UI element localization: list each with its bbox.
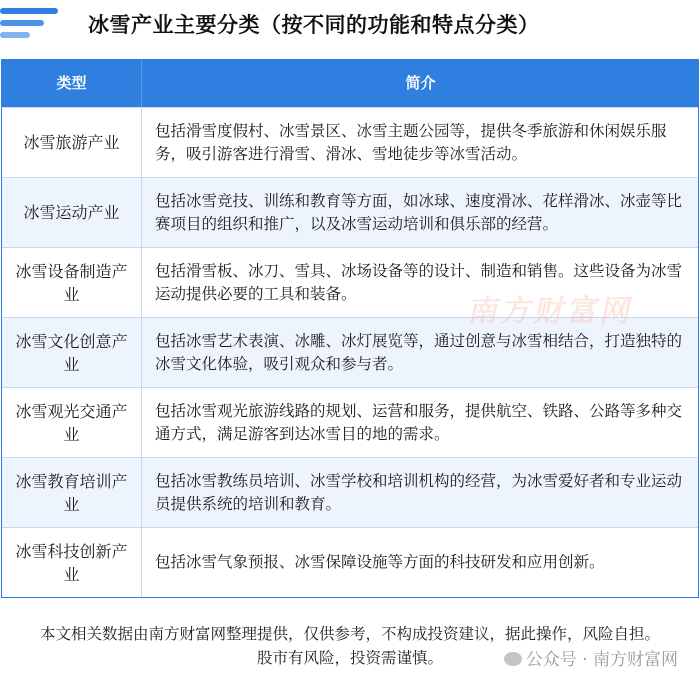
disclaimer-footer: 本文相关数据由南方财富网整理提供，仅供参考，不构成投资建议，据此操作，风险自担。股市有风险，投资需谨慎。: [40, 625, 661, 667]
table-row: [2, 107, 698, 177]
table-row: [2, 457, 698, 527]
stripes-logo-icon: [0, 8, 80, 42]
wechat-label: 公众号 · 南方财富网: [525, 650, 678, 670]
table-header-row: [2, 60, 698, 107]
watermark: 南方财富网: [465, 294, 638, 329]
wechat-icon: [504, 652, 522, 666]
table-row: [2, 177, 698, 247]
row-desc: 包括冰雪艺术表演、冰雕、冰灯展览等，通过创意与冰雪相结合，打造独特的冰雪文化体验，吸引观众和参与者。: [155, 331, 683, 373]
page-title: 冰雪产业主要分类（按不同的功能和特点分类）: [88, 13, 540, 37]
industry-table: [1, 59, 699, 598]
header: [0, 0, 700, 52]
row-desc: 包括冰雪气象预报、冰雪保障设施等方面的科技研发和应用创新。: [155, 553, 605, 571]
row-type: 冰雪运动产业: [2, 178, 142, 247]
row-type: 冰雪教育培训产业: [2, 458, 142, 527]
table-row: [2, 317, 698, 387]
table-row: [2, 527, 698, 597]
header-type: 类型: [2, 60, 142, 107]
row-desc: 包括滑雪度假村、冰雪景区、冰雪主题公园等，提供冬季旅游和休闲娱乐服务，吸引游客进行滑雪、滑冰、雪地徒步等冰雪活动。: [155, 121, 667, 163]
row-type: 冰雪观光交通产业: [2, 388, 142, 457]
row-desc: 包括冰雪竞技、训练和教育等方面，如冰球、速度滑冰、花样滑冰、冰壶等比赛项目的组织和推广，以及冰雪运动培训和俱乐部的经营。: [155, 191, 683, 233]
row-type: 冰雪科技创新产业: [2, 528, 142, 597]
row-type: 冰雪文化创意产业: [2, 318, 142, 387]
row-desc: 包括滑雪板、冰刀、雪具、冰场设备等的设计、制造和销售。这些设备为冰雪运动提供必要的工具和装备。: [155, 261, 683, 303]
table-row: [2, 247, 698, 317]
header-desc: 简介: [405, 74, 436, 92]
row-desc: 包括冰雪观光旅游线路的规划、运营和服务，提供航空、铁路、公路等多种交通方式，满足游客到达冰雪目的地的需求。: [155, 401, 683, 443]
row-type: 冰雪旅游产业: [2, 108, 142, 177]
wechat-account-badge: [504, 645, 678, 670]
table-row: [2, 387, 698, 457]
row-type: 冰雪设备制造产业: [2, 248, 142, 317]
row-desc: 包括冰雪教练员培训、冰雪学校和培训机构的经营，为冰雪爱好者和专业运动员提供系统的培训和教育。: [155, 471, 683, 513]
